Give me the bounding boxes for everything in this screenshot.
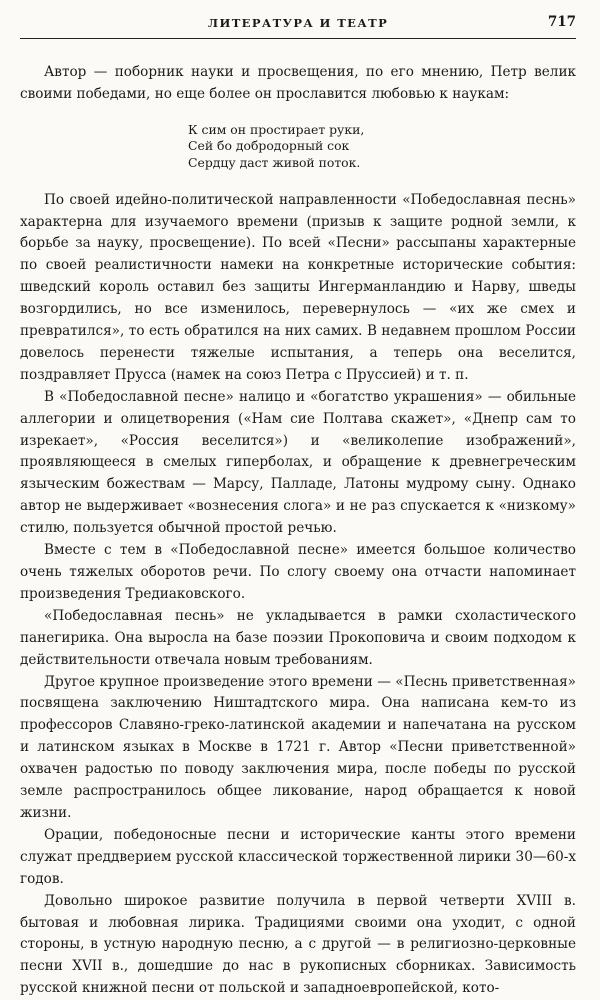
paragraph: Орации, победоносные песни и исторические канты этого времени служат преддверием русской классической торжественной лирики 30—60-х годов. (20, 826, 576, 887)
paragraph: Другое крупное произведение этого времени — «Песнь приветственная» посвящена заключению Ништадтского мира. Она написана кем-то из профессоров Славяно-греко-латинской академии и напечатана на русском и латинском языках в Москве в 1721 г. Автор «Песни приветственной» охвачен радостью по поводу заключения мира, после победы по русской земле распространилось общее ликование, народ обращается к новой жизни. (20, 673, 576, 821)
paragraph: Довольно широкое развитие получила в первой четверти XVIII в. бытовая и любовная лирика. Традициями своими она уходит, с одной стороны, в устную народную песню, а с другой — в религиозно-церковные песни XVII в., дошедшие до нас в рукописных сборниках. Зависимость русской книжной песни от польской и западноевропейской, кото- (20, 892, 576, 997)
intro-paragraph: Автор — поборник науки и просвещения, по его мнению, Петр велик своими победами, но еще более он прославится любовью к наукам: (20, 64, 576, 102)
paragraph: По своей идейно-политической направленности «Победославная песнь» характерна для изучаемого времени (призыв к защите родной земли, к борьбе за науку, просвещение). По всей «Песни» рассыпаны характерные по своей реалистичности намеки на конкретные исторические события: шведский король оставил без защиты Ингерманландию и Нарву, шведы возгордились, но все изменилось, перевернулось — «их же смех и превратился», то есть обратился на них самих. В недавнем прошлом России довелось перенести тяжелые испытания, а теперь она веселится, поздравляет Прусса (намек на союз Петра с Пруссией) и т. п. (20, 191, 576, 383)
verse-line: Сей бо добродорный сок (188, 138, 350, 154)
running-head (20, 14, 576, 39)
running-title: ЛИТЕРАТУРА И ТЕАТР (207, 16, 389, 30)
paragraph: «Победославная песнь» не укладывается в рамки схоластического панегирика. Она выросла на базе поэзии Прокоповича и своим подходом к действительности отвечала новым требованиям. (20, 607, 576, 668)
verse-quote (20, 122, 576, 172)
verse-line: К сим он простирает руки, (188, 121, 365, 137)
paragraph: Вместе с тем в «Победославной песне» имеется большое количество очень тяжелых оборотов речи. По слогу своему она отчасти напоминает произведения Тредиаковского. (20, 542, 576, 602)
verse-line: Сердцу даст живой поток. (188, 155, 361, 170)
page-number: 717 (547, 14, 576, 30)
paragraph: В «Победославной песне» налицо и «богатство украшения» — обильные аллегории и олицетворения («Нам сие Полтава скажет», «Днепр сам то изрекает», «Россия веселится») и «великолепие изображений», проявляющееся в смелых гиперболах, и обращение к древнегреческим языческим божествам — Марсу, Палладе, Латоны мудрому сыну. Однако автор не выдерживает «вознесения слога» и не раз спускается к «низкому» стилю, пользуется обычной простой речью. (20, 388, 576, 537)
body-text (20, 62, 576, 1000)
